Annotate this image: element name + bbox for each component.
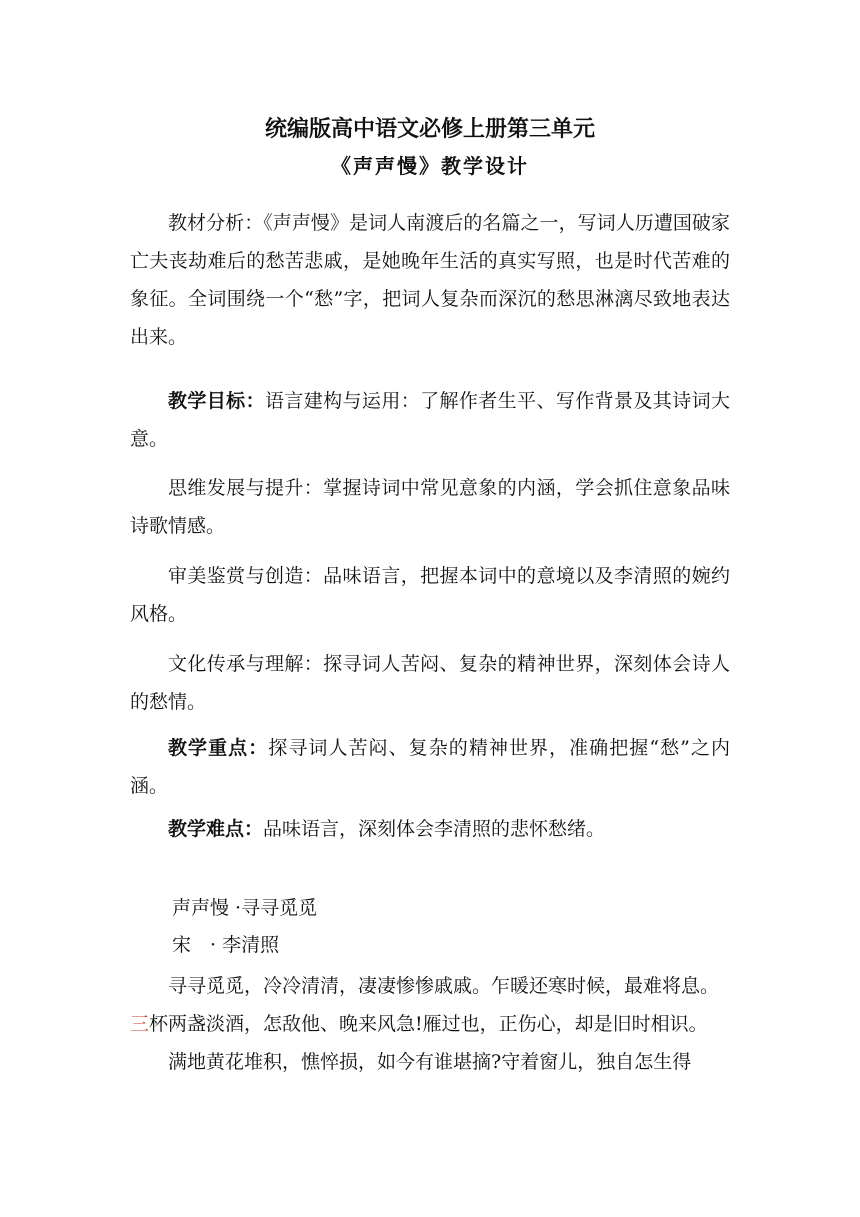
goal-thinking: 思维发展与提升：掌握诗词中常见意象的内涵，学会抓住意象品味诗歌情感。	[130, 477, 730, 537]
poem-line-3: 满地黄花堆积，憔悴损，如今有谁堪摘?守着窗儿，独自怎生得	[168, 1051, 692, 1073]
goal-aesthetics: 审美鉴赏与创造：品味语言，把握本词中的意境以及李清照的婉约风格。	[130, 565, 730, 625]
analysis-paragraph: 教材分析：《声声慢》是词人南渡后的名篇之一，写词人历遭国破家亡夫丧劫难后的愁苦悲戚，是她晚年生活的真实写照，也是时代苦难的象征。全词围绕一个“愁”字，把词人复杂而深沉的愁思淋漓尽致地表达出来。	[130, 212, 730, 348]
difficulty-paragraph	[130, 810, 730, 848]
document-title: 统编版高中语文必修上册第三单元	[264, 117, 595, 142]
key-point-paragraph	[130, 729, 730, 805]
goal-culture: 文化传承与理解：探寻词人苦闷、复杂的精神世界，深刻体会诗人的愁情。	[130, 653, 730, 713]
document-subtitle: 《声声慢》教学设计	[331, 154, 529, 178]
poem-title: 声声慢 ·寻寻觅觅	[172, 897, 318, 919]
poem-line-2-text: 杯两盏淡酒，怎敌他、晚来风急!雁过也，正伤心，却是旧时相识。	[149, 1013, 708, 1035]
poem-line-2-highlight: 三	[130, 1013, 150, 1035]
poem-line-2	[130, 1005, 750, 1043]
poem-author: 宋 · 李清照	[172, 934, 280, 956]
key-point-text: 探寻词人苦闷、复杂的精神世界，准确把握“愁”之内涵。	[130, 737, 730, 797]
key-point-label: 教学重点：	[168, 737, 269, 759]
difficulty-text: 品味语言，深刻体会李清照的悲怀愁绪。	[263, 818, 606, 840]
difficulty-label: 教学难点：	[168, 818, 264, 840]
goal-language: 语言建构与运用：了解作者生平、写作背景及其诗词大意。	[130, 390, 730, 450]
goals-label: 教学目标：	[168, 390, 265, 412]
poem-body	[130, 967, 750, 1081]
poem-line-1: 寻寻觅觅，冷冷清清，凄凄惨惨戚戚。乍暖还寒时候，最难将息。	[168, 975, 720, 997]
goals-paragraph	[130, 382, 730, 458]
